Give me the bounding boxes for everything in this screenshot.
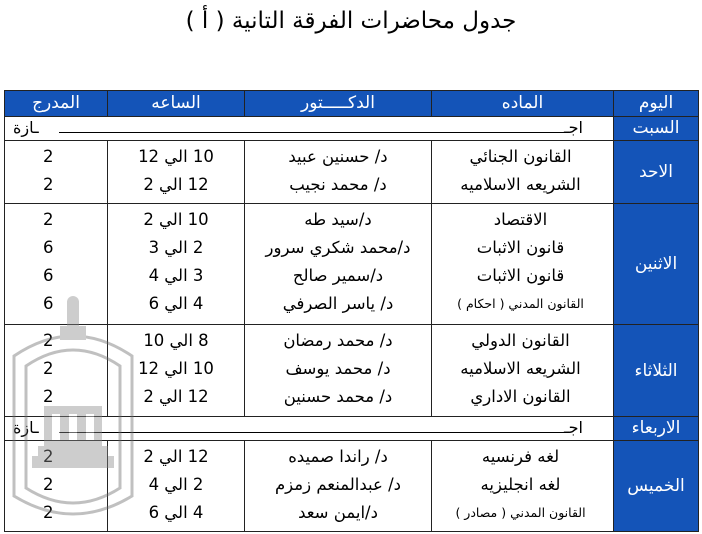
time: 3 الي 4 [148, 266, 204, 286]
subject-cell [432, 204, 614, 325]
day-monday: الاثنين [614, 204, 699, 325]
header-row [5, 91, 699, 117]
hall: 2 [43, 387, 54, 407]
doctor-cell [245, 204, 432, 325]
subject: القانون الدولي [471, 331, 570, 351]
header-day: اليوم [614, 91, 699, 117]
time: 10 الي 12 [138, 146, 214, 166]
hall: 2 [43, 210, 54, 230]
header-subject: الماده [432, 91, 614, 117]
holiday-line [59, 132, 565, 133]
time: 12 الي 2 [143, 174, 209, 194]
time: 12 الي 2 [143, 387, 209, 407]
hall: 6 [43, 238, 54, 258]
holiday-text-start: اجـ [563, 118, 583, 138]
holiday-cell [5, 416, 614, 440]
subject: قانون الاثبات [476, 266, 565, 286]
holiday-cell [5, 116, 614, 140]
time: 8 الي 10 [143, 331, 209, 351]
holiday-text-end: ـازة [13, 118, 39, 138]
doctor-cell [245, 440, 432, 531]
header-hall: المدرج [5, 91, 108, 117]
subject-cell [432, 440, 614, 531]
schedule-table [4, 90, 699, 532]
doctor: د/ راندا صميده [288, 446, 388, 466]
time: 2 الي 3 [148, 238, 204, 258]
hall: 2 [43, 146, 54, 166]
subject-cell [432, 140, 614, 203]
doctor-cell [245, 140, 432, 203]
time-cell [108, 325, 245, 416]
row-saturday [5, 116, 699, 140]
subject: القانون الجنائي [469, 146, 572, 166]
doctor: د/ محمد حسنين [283, 387, 393, 407]
doctor: د/سيد طه [304, 210, 372, 230]
doctor: د/ ياسر الصرفي [282, 294, 394, 314]
subject: لغه فرنسيه [481, 446, 560, 466]
subject: القانون المدني ( احكام ) [457, 296, 584, 312]
subject: القانون الاداري [470, 387, 571, 407]
time: 10 الي 12 [138, 359, 214, 379]
hall: 2 [43, 174, 54, 194]
holiday-text-start: اجـ [563, 418, 583, 438]
doctor: د/ايمن سعد [298, 502, 378, 522]
doctor: د/ محمد يوسف [285, 359, 391, 379]
subject-cell [432, 325, 614, 416]
hall: 2 [43, 446, 54, 466]
doctor: د/ محمد رمضان [283, 331, 393, 351]
doctor: د/محمد شكري سرور [265, 238, 411, 258]
day-thursday: الخميس [614, 440, 699, 531]
subject: القانون المدني ( مصادر ) [455, 504, 586, 520]
header-time: الساعه [108, 91, 245, 117]
hall-cell [5, 440, 108, 531]
doctor: د/ عبدالمنعم زمزم [274, 474, 402, 494]
holiday-line [59, 432, 565, 433]
day-sunday: الاحد [614, 140, 699, 203]
time-cell [108, 204, 245, 325]
time: 4 الي 6 [148, 502, 204, 522]
day-tuesday: الثلاثاء [614, 325, 699, 416]
subject: الشريعه الاسلاميه [460, 359, 581, 379]
subject: قانون الاثبات [476, 238, 565, 258]
hall: 2 [43, 331, 54, 351]
hall-cell [5, 204, 108, 325]
hall: 6 [43, 266, 54, 286]
doctor-cell [245, 325, 432, 416]
subject: الاقتصاد [493, 210, 548, 230]
time: 2 الي 4 [148, 474, 204, 494]
hall-cell [5, 140, 108, 203]
time-cell [108, 140, 245, 203]
row-wednesday [5, 416, 699, 440]
time: 12 الي 2 [143, 446, 209, 466]
row-thursday [5, 440, 699, 531]
header-doctor: الدكـــــتور [245, 91, 432, 117]
subject: الشريعه الاسلاميه [460, 174, 581, 194]
hall: 6 [43, 294, 54, 314]
row-monday [5, 204, 699, 325]
subject: لغه انجليزيه [480, 474, 561, 494]
doctor: د/ حسنين عبيد [288, 146, 388, 166]
doctor: د/ محمد نجيب [289, 174, 387, 194]
time: 10 الي 2 [143, 210, 209, 230]
day-wednesday: الاربعاء [614, 416, 699, 440]
hall: 2 [43, 502, 54, 522]
time-cell [108, 440, 245, 531]
hall: 2 [43, 359, 54, 379]
page-title: جدول محاضرات الفرقة التانية ( أ ) [185, 8, 517, 34]
holiday-text-end: ـازة [13, 418, 39, 438]
row-tuesday [5, 325, 699, 416]
day-saturday: السبت [614, 116, 699, 140]
time: 4 الي 6 [148, 294, 204, 314]
hall: 2 [43, 474, 54, 494]
doctor: د/سمير صالح [292, 266, 384, 286]
hall-cell [5, 325, 108, 416]
row-sunday [5, 140, 699, 203]
